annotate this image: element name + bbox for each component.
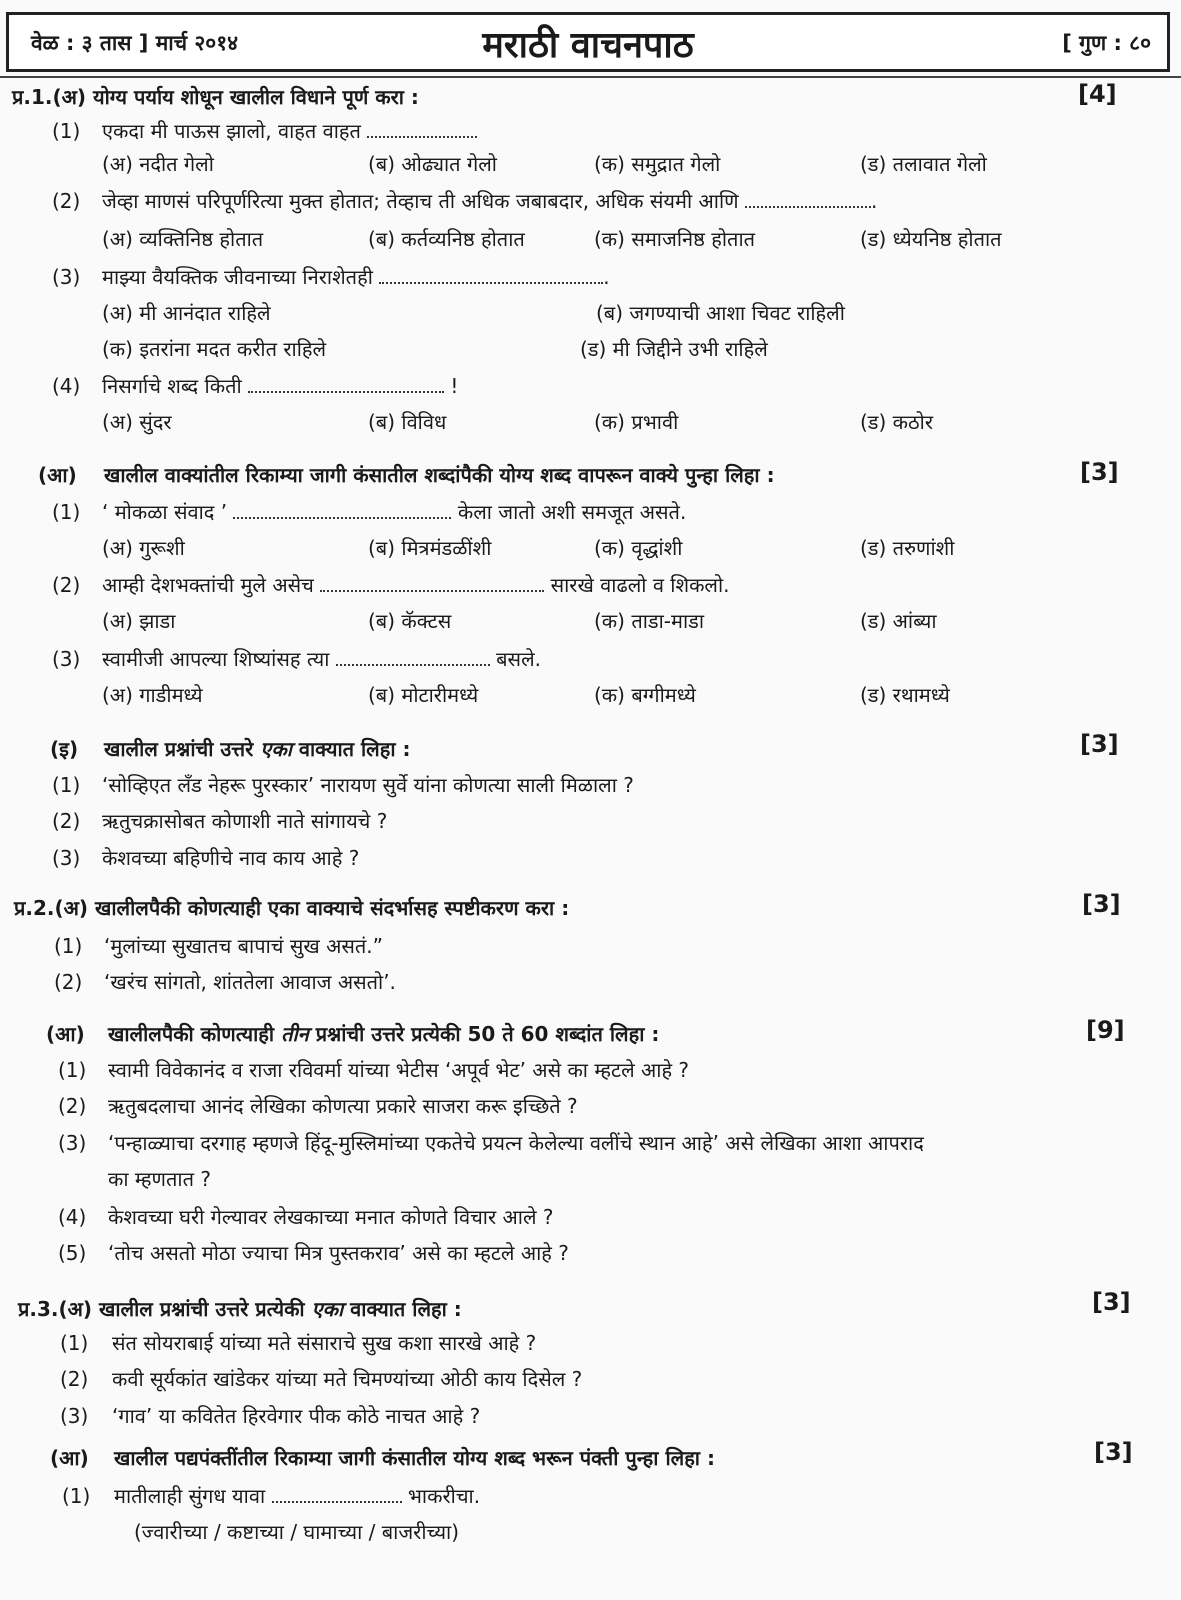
option-c: (क) वृद्धांशी bbox=[594, 536, 683, 560]
question-text: संत सोयराबाई यांच्या मते संसाराचे सुख कशा सारखे आहे ? bbox=[112, 1331, 537, 1355]
question-number: (2) bbox=[54, 970, 83, 994]
question-text: निसर्गाचे शब्द किती ! bbox=[102, 374, 459, 398]
q2a-marks: [3] bbox=[1082, 890, 1121, 918]
option-a: (अ) गाडीमध्ये bbox=[102, 683, 203, 707]
option-a: (अ) झाडा bbox=[102, 609, 176, 633]
option-c: (क) बग्गीमध्ये bbox=[594, 683, 696, 707]
header-divider bbox=[0, 76, 1181, 78]
question-number: (3) bbox=[52, 846, 81, 870]
q3b-title: खालील पद्यपंक्तींतील रिकाम्या जागी कंसातील योग्य शब्द भरून पंक्ती पुन्हा लिहा : bbox=[114, 1446, 715, 1470]
question-text: मातीलाही सुंगध यावा भाकरीचा. bbox=[114, 1484, 481, 1508]
question-number: (3) bbox=[52, 265, 81, 289]
question-number: (3) bbox=[52, 647, 81, 671]
question-number: (2) bbox=[52, 189, 81, 213]
q1c-marks: [3] bbox=[1080, 730, 1119, 758]
q1b-title: खालील वाक्यांतील रिकाम्या जागी कंसातील शब्दांपैकी योग्य शब्द वापरून वाक्ये पुन्हा लिहा : bbox=[104, 463, 775, 487]
option-b: (ब) कर्तव्यनिष्ठ होतात bbox=[368, 227, 525, 251]
question-text: ‘गाव’ या कवितेत हिरवेगार पीक कोठे नाचत आहे ? bbox=[112, 1404, 481, 1428]
q2b-label: (आ) bbox=[46, 1022, 85, 1046]
question-text: आम्ही देशभक्तांची मुले असेच सारखे वाढलो व शिकलो. bbox=[102, 573, 730, 597]
question-text: कवी सूर्यकांत खांडेकर यांच्या मते चिमण्यांच्या ओठी काय दिसेल ? bbox=[112, 1367, 583, 1391]
q2a-title: प्र.2.(अ) खालीलपैकी कोणत्याही एका वाक्याचे संदर्भासह स्पष्टीकरण करा : bbox=[14, 896, 570, 920]
option-d: (ड) रथामध्ये bbox=[860, 683, 950, 707]
option-d: (ड) मी जिद्दीने उभी राहिले bbox=[580, 337, 768, 361]
option-d: (ड) ध्येयनिष्ठ होतात bbox=[860, 227, 1002, 251]
option-b: (ब) कॅक्टस bbox=[368, 609, 452, 633]
q1a-marks: [4] bbox=[1078, 80, 1117, 108]
question-text: एकदा मी पाऊस झालो, वाहत वाहत bbox=[102, 118, 477, 144]
question-text: ‘खरंच सांगतो, शांततेला आवाज असतो’. bbox=[104, 970, 396, 994]
q1b-label: (आ) bbox=[38, 463, 77, 487]
question-number: (2) bbox=[60, 1367, 89, 1391]
option-d: (ड) तरुणांशी bbox=[860, 536, 955, 560]
question-text-continued: का म्हणतात ? bbox=[108, 1167, 211, 1191]
question-text: ऋतुचक्रासोबत कोणाशी नाते सांगायचे ? bbox=[102, 809, 388, 833]
option-a: (अ) गुरूशी bbox=[102, 536, 185, 560]
question-text: जेव्हा माणसं परिपूर्णरित्या मुक्त होतात; तेव्हाच ती अधिक जबाबदार, अधिक संयमी आणि . bbox=[102, 189, 878, 213]
question-number: (1) bbox=[52, 773, 81, 797]
q3b-label: (आ) bbox=[50, 1446, 89, 1470]
q1c-label: (इ) bbox=[50, 737, 79, 761]
option-b: (ब) ओढ्यात गेलो bbox=[368, 152, 497, 176]
question-number: (1) bbox=[60, 1331, 89, 1355]
question-number: (2) bbox=[58, 1094, 87, 1118]
q2b-marks: [9] bbox=[1086, 1016, 1125, 1044]
q3a-title: प्र.3.(अ) खालील प्रश्नांची उत्तरे प्रत्येकी एका वाक्यात लिहा : bbox=[18, 1297, 462, 1321]
question-text: ‘सोव्हिएत लँड नेहरू पुरस्कार’ नारायण सुर्वे यांना कोणत्या साली मिळाला ? bbox=[102, 773, 634, 797]
question-number: (2) bbox=[52, 809, 81, 833]
question-number: (1) bbox=[58, 1058, 87, 1082]
option-c: (क) ताडा-माडा bbox=[594, 609, 705, 633]
time-and-date: वेळ : ३ तास ] मार्च २०१४ bbox=[31, 31, 239, 55]
option-d: (ड) कठोर bbox=[860, 410, 934, 434]
question-number: (4) bbox=[52, 374, 81, 398]
option-d: (ड) तलावात गेलो bbox=[860, 152, 987, 176]
answer-choices: (ज्वारीच्या / कष्टाच्या / घामाच्या / बाजरीच्या) bbox=[134, 1520, 460, 1544]
q1c-title: खालील प्रश्नांची उत्तरे एका वाक्यात लिहा : bbox=[104, 737, 411, 761]
question-text: स्वामीजी आपल्या शिष्यांसह त्या बसले. bbox=[102, 647, 541, 671]
question-number: (1) bbox=[52, 500, 81, 524]
question-number: (3) bbox=[60, 1404, 89, 1428]
option-c: (क) समुद्रात गेलो bbox=[594, 152, 721, 176]
question-text: स्वामी विवेकानंद व राजा रविवर्मा यांच्या भेटीस ‘अपूर्व भेट’ असे का म्हटले आहे ? bbox=[108, 1058, 690, 1082]
page-title: मराठी वाचनपाठ bbox=[482, 25, 694, 66]
question-number: (3) bbox=[58, 1131, 87, 1155]
question-number: (2) bbox=[52, 573, 81, 597]
option-a: (अ) नदीत गेलो bbox=[102, 152, 214, 176]
option-c: (क) प्रभावी bbox=[594, 410, 679, 434]
question-number: (1) bbox=[62, 1484, 91, 1508]
question-text: ‘ मोकळा संवाद ’ केला जातो अशी समजूत असते. bbox=[102, 500, 687, 524]
question-text: माझ्या वैयक्तिक जीवनाच्या निराशेतही . bbox=[102, 265, 610, 289]
question-number: (1) bbox=[54, 934, 83, 958]
option-b: (ब) मित्रमंडळींशी bbox=[368, 536, 492, 560]
question-text: ‘तोच असतो मोठा ज्याचा मित्र पुस्तकराव’ असे का म्हटले आहे ? bbox=[108, 1241, 569, 1265]
option-a: (अ) व्यक्तिनिष्ठ होतात bbox=[102, 227, 264, 251]
q1a-title: प्र.1.(अ) योग्य पर्याय शोधून खालील विधाने पूर्ण करा : bbox=[12, 85, 419, 109]
question-text: ऋतुबदलाचा आनंद लेखिका कोणत्या प्रकारे साजरा करू इच्छिते ? bbox=[108, 1094, 578, 1118]
option-b: (ब) विविध bbox=[368, 410, 447, 434]
q2b-title: खालीलपैकी कोणत्याही तीन प्रश्नांची उत्तरे प्रत्येकी 50 ते 60 शब्दांत लिहा : bbox=[108, 1022, 660, 1046]
q3b-marks: [3] bbox=[1094, 1438, 1133, 1466]
option-b: (ब) मोटारीमध्ये bbox=[368, 683, 479, 707]
question-text: ‘पन्हाळ्याचा दरगाह म्हणजे हिंदू-मुस्लिमांच्या एकतेचे प्रयत्न केलेल्या वलींचे स्थान आहे’ असे लेखिका आशा आपराद bbox=[108, 1131, 924, 1155]
q3a-marks: [3] bbox=[1092, 1288, 1131, 1316]
question-text: ‘मुलांच्या सुखातच बापाचं सुख असतं.” bbox=[104, 934, 383, 958]
question-text: केशवच्या बहिणीचे नाव काय आहे ? bbox=[102, 846, 360, 870]
option-b: (ब) जगण्याची आशा चिवट राहिली bbox=[596, 301, 845, 325]
option-c: (क) इतरांना मदत करीत राहिले bbox=[102, 337, 327, 361]
option-d: (ड) आंब्या bbox=[860, 609, 937, 633]
question-number: (5) bbox=[58, 1241, 87, 1265]
option-a: (अ) सुंदर bbox=[102, 410, 172, 434]
total-marks: [ गुण : ८० bbox=[1062, 31, 1151, 55]
question-number: (1) bbox=[52, 119, 81, 143]
q1b-marks: [3] bbox=[1080, 458, 1119, 486]
paper-header bbox=[6, 12, 1170, 72]
option-a: (अ) मी आनंदात राहिले bbox=[102, 301, 271, 325]
question-text: केशवच्या घरी गेल्यावर लेखकाच्या मनात कोणते विचार आले ? bbox=[108, 1205, 554, 1229]
option-c: (क) समाजनिष्ठ होतात bbox=[594, 227, 756, 251]
question-number: (4) bbox=[58, 1205, 87, 1229]
